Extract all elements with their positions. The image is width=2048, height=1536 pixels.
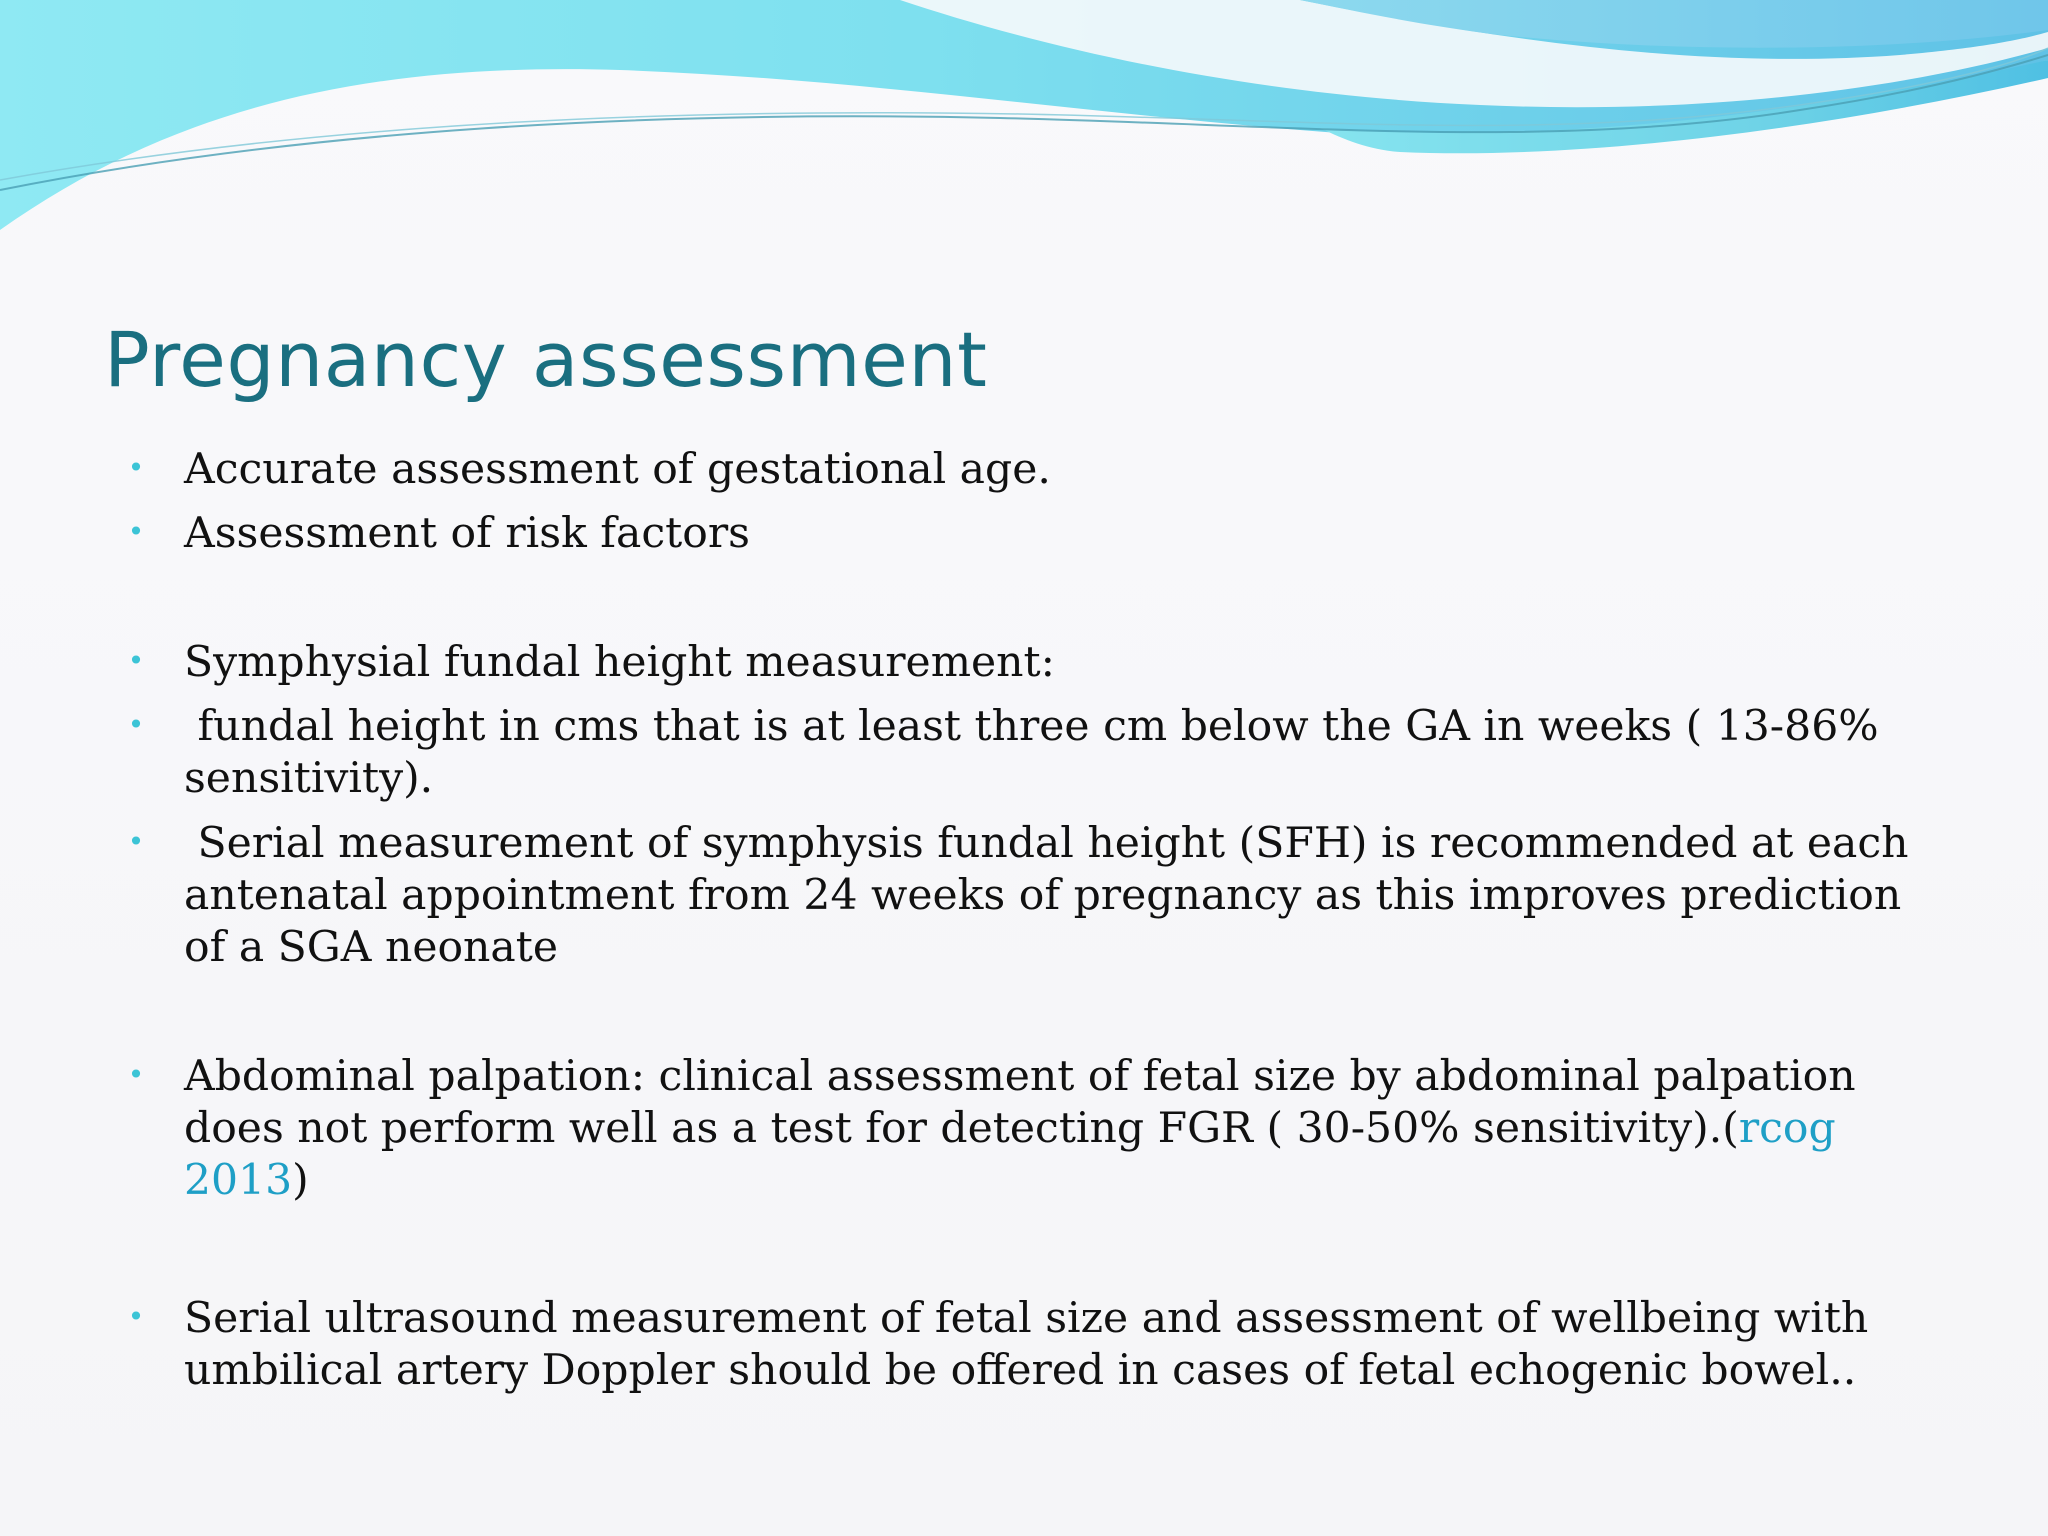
bullet-icon: • <box>127 451 145 484</box>
bullet-icon: • <box>127 825 145 858</box>
bullet-text-suffix: ) <box>292 1156 309 1205</box>
bullet-item <box>127 508 1944 560</box>
bullet-item <box>127 1293 1944 1397</box>
bullet-icon: • <box>127 644 145 677</box>
bullet-text: Abdominal palpation: clinical assessment of fetal size by abdominal palpation does not perform well as a test for detecting FGR ( 30-50% sensitivity).( <box>184 1052 1856 1153</box>
bullet-text: Serial measurement of symphysis fundal height (SFH) is recommended at each antenatal appointment from 24 weeks of pregnancy as this improves prediction of a SGA neonate <box>184 819 1923 972</box>
reference-link[interactable]: rcog 2013 <box>184 1104 1836 1205</box>
bullet-text: Symphysial fundal height measurement: <box>184 638 1055 687</box>
bullet-icon: • <box>127 515 145 548</box>
bullet-icon: • <box>127 1300 145 1333</box>
bullet-text: Assessment of risk factors <box>184 509 750 558</box>
bullet-text: Serial ultrasound measurement of fetal size and assessment of wellbeing with umbilical artery Doppler should be offered in cases of fetal echogenic bowel.. <box>184 1294 1869 1395</box>
bullet-item <box>127 1051 1944 1207</box>
bullet-text: Accurate assessment of gestational age. <box>184 445 1051 494</box>
bullet-item <box>127 701 1944 805</box>
bullet-icon: • <box>127 708 145 741</box>
bullet-item <box>127 444 1944 496</box>
bullet-icon: • <box>127 1058 145 1091</box>
bullet-item <box>127 637 1944 689</box>
bullet-item <box>127 818 1944 974</box>
slide-title: Pregnancy assessment <box>104 315 988 404</box>
bullet-text: fundal height in cms that is at least three cm below the GA in weeks ( 13-86% sensitivity). <box>184 702 1893 803</box>
